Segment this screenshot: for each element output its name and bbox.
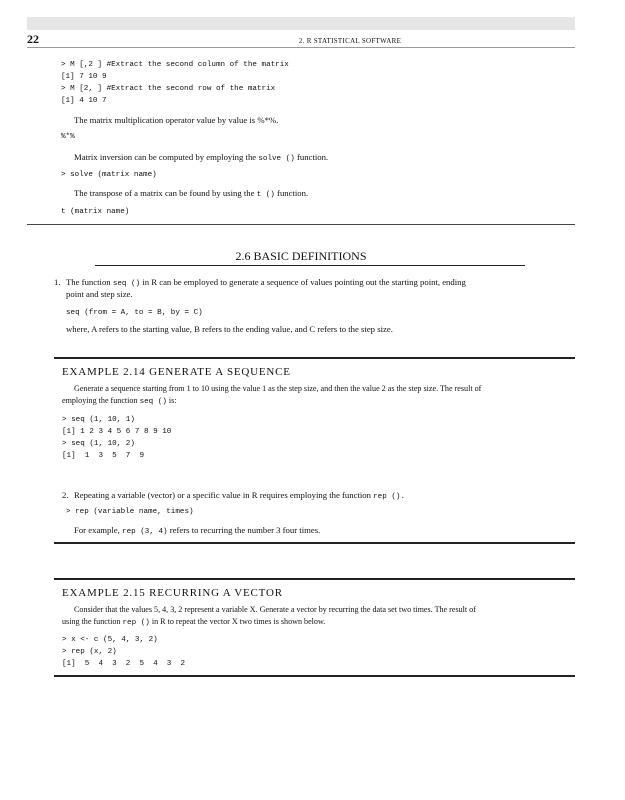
code-line: t (matrix name) bbox=[61, 208, 130, 216]
example-title: EXAMPLE 2.15 RECURRING A VECTOR bbox=[62, 587, 283, 599]
code-output: [1] 1 3 5 7 9 bbox=[62, 452, 145, 460]
paragraph: The matrix multiplication operator value by value is %*%. bbox=[74, 115, 279, 125]
list-item: Repeating a variable (vector) or a specific value in R requires employing the function rep (). bbox=[74, 490, 406, 501]
list-number: 2. bbox=[62, 490, 69, 500]
code-output: [1] 4 10 7 bbox=[61, 97, 107, 105]
example-title: EXAMPLE 2.14 GENERATE A SEQUENCE bbox=[62, 366, 291, 378]
code-line: %*% bbox=[61, 133, 75, 141]
code-line: > M [,2 ] #Extract the second column of the matrix bbox=[61, 61, 289, 69]
list-item: The function seq () in R can be employed to generate a sequence of values pointing out the starting point, ending bbox=[66, 277, 466, 288]
section-underline bbox=[95, 265, 525, 266]
header-bar bbox=[27, 17, 575, 30]
paragraph: Generate a sequence starting from 1 to 10 using the value 1 as the step size, and then the value 2 as the step size. The result of bbox=[74, 384, 482, 393]
paragraph: Consider that the values 5, 4, 3, 2 represent a variable X. Generate a vector by recurring the data set two times. The result of bbox=[74, 605, 476, 614]
paragraph: The transpose of a matrix can be found by using the t () function. bbox=[74, 188, 309, 199]
section-title: 2.6 BASIC DEFINITIONS bbox=[235, 249, 367, 263]
running-title: 2. R STATISTICAL SOFTWARE bbox=[298, 37, 402, 45]
list-item-continued: point and step size. bbox=[66, 289, 133, 299]
code-output: [1] 7 10 9 bbox=[61, 73, 107, 81]
list-number: 1. bbox=[54, 277, 61, 287]
code-line: > M [2, ] #Extract the second row of the matrix bbox=[61, 85, 276, 93]
header-divider bbox=[27, 47, 575, 48]
example-bottom-rule bbox=[54, 675, 575, 677]
example-bottom-rule bbox=[54, 542, 575, 544]
paragraph: where, A refers to the starting value, B refers to the ending value, and C refers to the step size. bbox=[66, 324, 393, 334]
paragraph: using the function rep () in R to repeat the vector X two times is shown below. bbox=[62, 617, 326, 627]
code-line: > rep (variable name, times) bbox=[66, 508, 194, 516]
code-line: > rep (x, 2) bbox=[62, 648, 117, 656]
paragraph: employing the function seq () is: bbox=[62, 396, 177, 406]
code-line: seq (from = A, to = B, by = C) bbox=[66, 309, 203, 317]
example-top-rule bbox=[54, 357, 575, 359]
example-top-rule bbox=[54, 578, 575, 580]
code-line: > seq (1, 10, 2) bbox=[62, 440, 135, 448]
code-line: > x <- c (5, 4, 3, 2) bbox=[62, 636, 158, 644]
paragraph: Matrix inversion can be computed by employing the solve () function. bbox=[74, 152, 329, 163]
divider bbox=[27, 224, 575, 225]
code-output: [1] 1 2 3 4 5 6 7 8 9 10 bbox=[62, 428, 172, 436]
code-line: > solve (matrix name) bbox=[61, 171, 157, 179]
code-output: [1] 5 4 3 2 5 4 3 2 bbox=[62, 660, 186, 668]
code-line: > seq (1, 10, 1) bbox=[62, 416, 135, 424]
paragraph: For example, rep (3, 4) refers to recurring the number 3 four times. bbox=[74, 525, 321, 536]
page-number: 22 bbox=[27, 32, 39, 46]
